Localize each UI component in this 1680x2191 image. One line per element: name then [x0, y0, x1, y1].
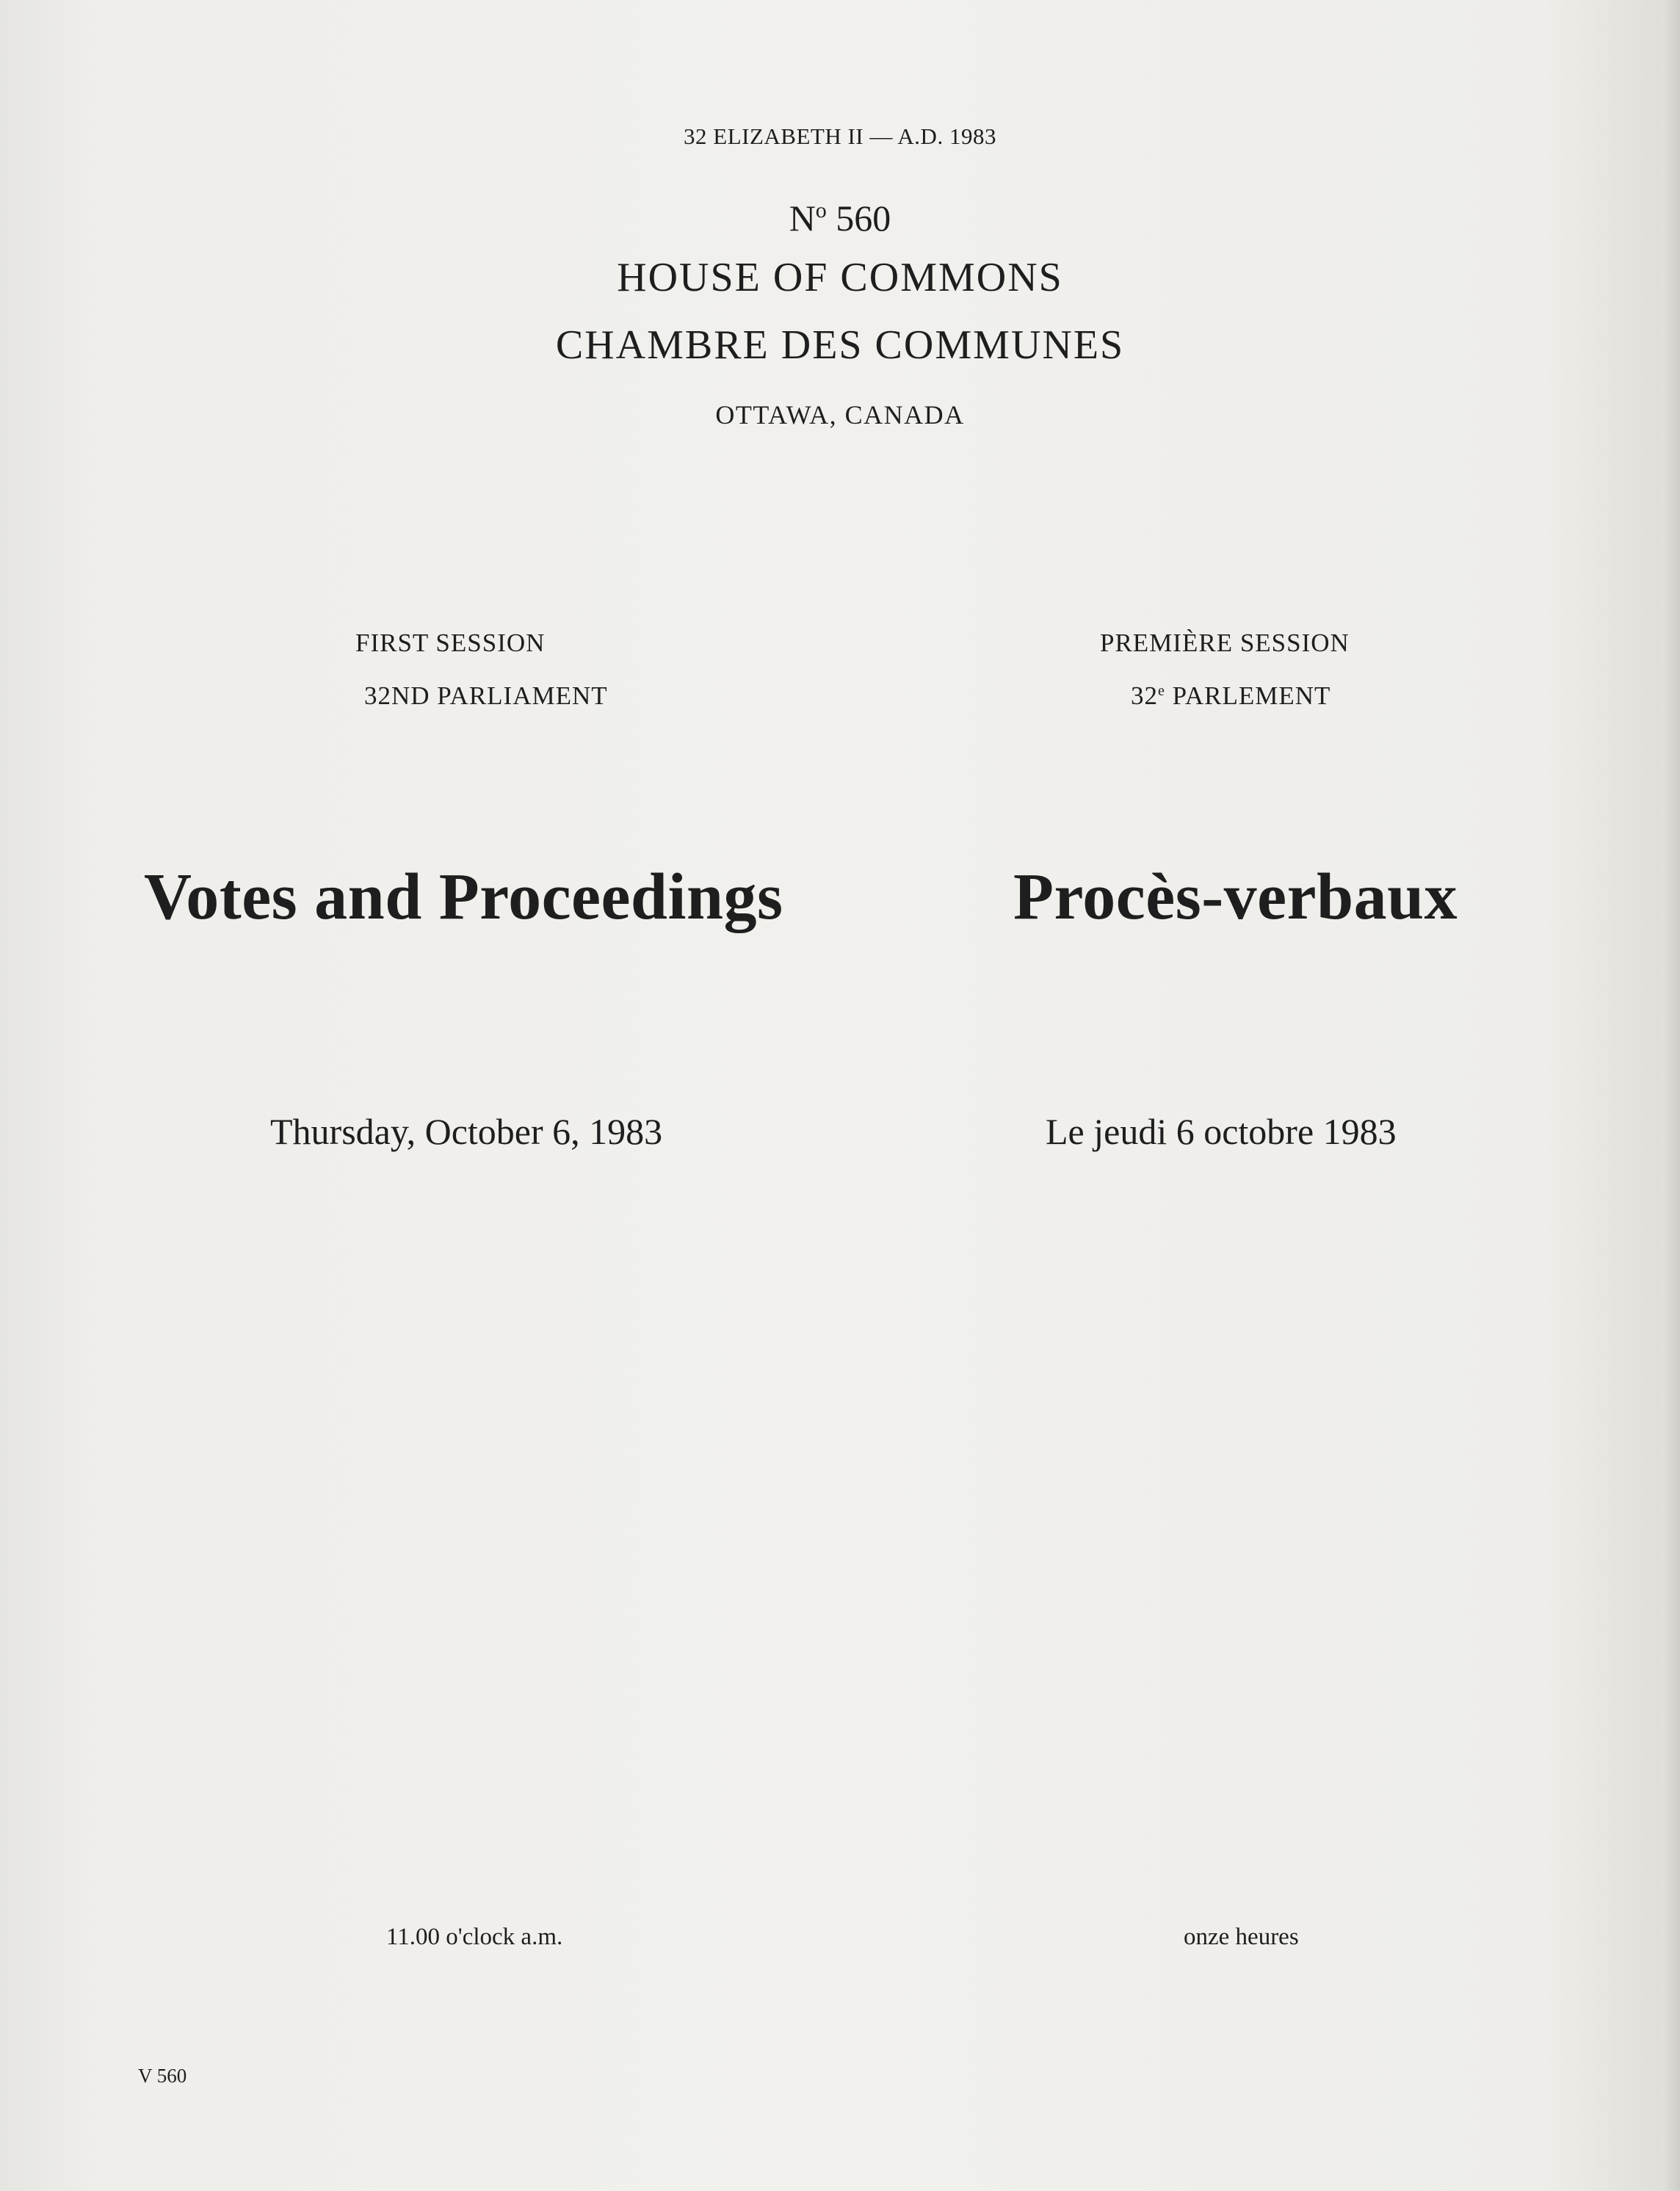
- sitting-time-fr: onze heures: [1184, 1924, 1299, 1950]
- parliament-fr-text: PARLEMENT: [1165, 681, 1331, 710]
- issue-number-value: 560: [826, 198, 891, 239]
- house-of-commons-heading: HOUSE OF COMMONS: [617, 255, 1063, 300]
- parliament-en: 32ND PARLIAMENT: [364, 681, 608, 710]
- chambre-des-communes-heading: CHAMBRE DES COMMUNES: [555, 322, 1125, 368]
- issue-number: [0, 197, 1680, 239]
- issue-number-prefix: N: [789, 198, 816, 239]
- date-en: Thursday, October 6, 1983: [270, 1111, 663, 1152]
- title-fr: Procès-verbaux: [1013, 861, 1458, 933]
- place-line: OTTAWA, CANADA: [715, 400, 965, 430]
- parliament-fr: [1131, 681, 1330, 711]
- regnal-year: 32 ELIZABETH II — A.D. 1983: [684, 123, 996, 149]
- parliament-fr-number: 32: [1131, 681, 1158, 710]
- folio-number: V 560: [138, 2065, 187, 2087]
- sitting-time-en: 11.00 o'clock a.m.: [386, 1924, 563, 1950]
- issue-number-superscript: o: [815, 198, 827, 222]
- page-edge: [1661, 0, 1680, 2191]
- session-fr: PREMIÈRE SESSION: [1100, 629, 1350, 657]
- date-fr: Le jeudi 6 octobre 1983: [1046, 1111, 1397, 1152]
- session-en: FIRST SESSION: [355, 629, 546, 657]
- title-en: Votes and Proceedings: [144, 861, 783, 933]
- parliament-fr-superscript: e: [1158, 683, 1165, 699]
